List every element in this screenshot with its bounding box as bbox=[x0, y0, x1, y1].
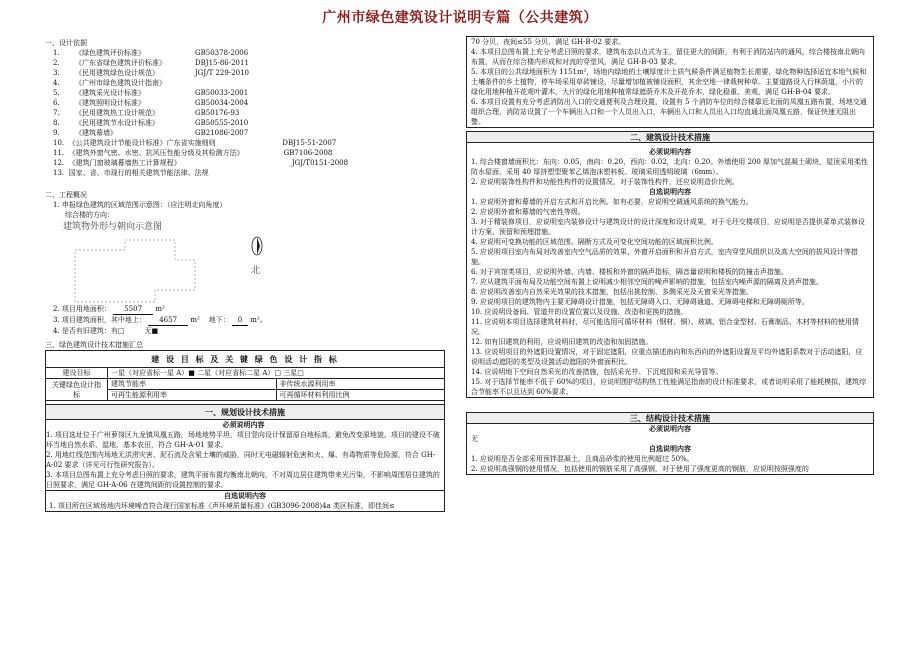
standard-name: 《绿色建筑评价标准》 bbox=[75, 49, 145, 57]
standard-name: 《广州市绿色建筑设计指南》 bbox=[75, 79, 166, 87]
standard-item bbox=[45, 118, 445, 128]
standard-item bbox=[45, 68, 445, 78]
arch-required-item: 1. 综合楼窗墙面积比：东向：0.05，南向：0.20，西向：0.02，北向：0.20。外墙使用 200 厚加气混凝土砌块，屋顶采用柔性防水屋面，采用 40 厚挤塑型聚苯乙烯泡沫塑料板。玻璃采用透明玻璃（6mm）。 bbox=[471, 158, 869, 176]
standard-code: GB50378-2006 bbox=[195, 49, 249, 57]
arch-optional-item: 3. 对于精装修项目，应说明室内装修设计与建筑设计的设计深度和设计成果，对于毛坯交楼项目，应说明是否提供菜单式装修设计方案、预留和预埋措施。 bbox=[471, 218, 865, 236]
standard-name: 《民用建筑节水设计标准》 bbox=[75, 119, 159, 127]
building-outline-drawing bbox=[65, 220, 365, 304]
planning-item: 4. 本项目总图布置上充分考虑日照的要求，建筑布态以点式为主，留住更大的间距，有利于消防站内的通风，综合楼按南北朝向布置，从而在综合楼内形成和对流的穿堂风，满足 GH-B-03 要求。 bbox=[471, 48, 865, 66]
standard-name: 《广东省绿色建筑评价标准》 bbox=[75, 59, 166, 67]
building-sketch bbox=[65, 220, 445, 304]
planning-continued bbox=[467, 37, 874, 128]
standard-item-long: 10. 《公共建筑设计节能设计标准》广东省实施细则 DBJ15-51-2007 bbox=[53, 139, 337, 147]
arch-required-head: 必须说明内容 bbox=[649, 147, 691, 156]
struct-required-head: 必须说明内容 bbox=[649, 424, 691, 433]
arch-optional-item: 11. 应说明本项目选择建筑材料时，尽可能选用可循环材料（钢材、铜）、玻璃、铝合金型材、石膏制品、木材等材料的使用情况。 bbox=[471, 318, 859, 336]
old-building-no: 无■ bbox=[144, 327, 159, 335]
standard-code: DBJ15-86-2011 bbox=[195, 59, 249, 67]
standard-name: 《建筑照明设计标准》 bbox=[75, 99, 145, 107]
north-label: 北 bbox=[251, 266, 261, 276]
arch-optional-item: 15. 对于选择节能率不低于 60%的项目，应说明围护结构热工性能满足指南的设计标准要求，或者说明采用了能耗模拟，建筑综合节能率不以且达到 60%要求。 bbox=[471, 378, 867, 396]
standard-name: 《建筑幕墙》 bbox=[75, 129, 117, 137]
standard-n: 8. bbox=[53, 119, 60, 127]
arch-optional-item: 7. 应从建筑平面布局及功能空间布置上说明减少相邻空间的噪声影响的措施，包括室内噪声源的隔离及消声措施。 bbox=[471, 278, 823, 286]
goal-value: 一星（对应省标一星 A）■ 二星（对应省标二星 A）□ 三星□ bbox=[108, 368, 445, 379]
above-ground-unit: m² bbox=[190, 316, 200, 324]
standard-code: GB50034-2004 bbox=[195, 99, 249, 107]
struct-optional-item: 1. 应说明是否全部采用预拌混凝土，且商品砂浆的使用比例超过 50%。 bbox=[471, 455, 694, 463]
planning-item: 70 分贝，夜间≤55 分贝，满足 GH-B-02 要求。 bbox=[471, 38, 626, 46]
sketch-caption: 建筑物外形与朝向示意图 bbox=[63, 222, 163, 232]
standard-item bbox=[45, 108, 445, 118]
struct-optional-item: 2. 应说明高强钢的使用情况，包括使用的钢筋采用了高强钢，对于使用了强度更高的钢筋，应说明按照强度的 bbox=[471, 465, 809, 473]
arch-optional-item: 1. 应说明外窗和幕墙的开启方式和开启比例。如有必要，应说明空调通风系统的换气能力。 bbox=[471, 198, 753, 206]
building-area-label: 3. 项目建筑面积，其中地上： bbox=[53, 316, 146, 324]
standard-item-long: 12. 《建筑门窗玻璃幕墙热工计算规程》 JGJ/T0151-2008 bbox=[53, 159, 349, 167]
arch-optional-list bbox=[471, 197, 869, 397]
standards-long-list bbox=[45, 138, 445, 178]
land-area-label: 2. 项目用地面积： bbox=[53, 305, 111, 313]
above-ground-area: 4657 bbox=[148, 315, 188, 326]
struct-optional-head: 自选说明内容 bbox=[649, 444, 691, 453]
section-overview-title: 二、工程概况 bbox=[45, 191, 87, 199]
standard-item bbox=[45, 48, 445, 58]
standard-n: 9. bbox=[53, 129, 60, 137]
north-arrow-icon bbox=[252, 237, 262, 255]
standard-name: 《民用建筑热工设计规范》 bbox=[75, 109, 159, 117]
key-cell: 可再循环材料利用比例 bbox=[276, 390, 445, 401]
arch-required-item: 2. 应说明装饰性构件和功能性构件的设置情况，对于装饰性构件，还应说明造价比例。 bbox=[471, 178, 739, 186]
standard-n: 7. bbox=[53, 109, 60, 117]
arch-optional-item: 9. 应说明项目的建筑物内主要无障碍设计措施，包括无障碍入口、无障碍通道、无障碍电梯和无障碍厕所等。 bbox=[471, 298, 809, 306]
page-title: 广州市绿色建筑设计说明专篇（公共建筑） bbox=[322, 10, 598, 26]
arch-optional-item: 10. 应说明设备间、管道井的设置位置以及设施、改造和更换的措施。 bbox=[471, 308, 688, 316]
standard-code: GB21086-2007 bbox=[195, 129, 249, 137]
standard-item bbox=[45, 78, 445, 88]
plan-required-item: 1. 项目选址位于广州萝岗区九龙镇凤凰五路，场地地势平坦，项目竖向设计保留原自地标高，避免改变原地貌。项目的建设不破坏当地自然水系、湿地、基本农田，符合 GH-A-01 要求。 bbox=[46, 431, 440, 449]
plan-required-item: 3. 本项目总图布置上充分考虑日照的要求，建筑平面布置均衡南北朝向，不对周边居住建筑带来光污染，不影响周围居住建筑的日照要求，满足 GH-A-06 在建筑间距的设置控制的要求。 bbox=[46, 471, 440, 489]
arch-optional-head: 自选说明内容 bbox=[649, 187, 691, 196]
old-building-label: 4. 是否有旧建筑：有□ bbox=[53, 327, 125, 335]
key-cell: 可再生能源利用率 bbox=[108, 390, 277, 401]
below-ground-label: 地下： bbox=[208, 316, 230, 324]
land-area-value: 5507 bbox=[113, 304, 153, 315]
right-column bbox=[466, 36, 874, 475]
standard-n: 4. bbox=[53, 79, 60, 87]
standard-n: 2. bbox=[53, 59, 60, 67]
standard-item-long: 11. 《建筑外窗气密、水密、抗风压性能分级及其检测方法》 GB7106-2008 bbox=[53, 149, 333, 157]
standard-code: GB50555-2010 bbox=[195, 119, 249, 127]
plan-measures-head: 一、规划设计技术措施 bbox=[46, 405, 445, 420]
left-column bbox=[45, 38, 445, 512]
standard-item-long: 13. 国家、省、市现行的相关建筑节能法律、法规 bbox=[53, 169, 209, 177]
arch-optional-item: 13. 应说明项目的外遮阳设置情况，对于固定遮阳，应重点描述南向和东西向的外遮阳设置及平均外遮阳系数对于活动遮阳，应说明活动遮阳的类型及设置活动遮阳的外窗面积比。 bbox=[471, 348, 863, 366]
plan-required-item: 2. 用地红线范围内场地无洪涝灾害、泥石流及含氡土壤的威胁，同时无电磁辐射危害和火、爆、有毒物质等危险源，符合 GH-A-02 要求（详见可行性研究报告）。 bbox=[46, 451, 436, 469]
standard-name: 《民用建筑绿色设计规范》 bbox=[75, 69, 159, 77]
struct-optional-list bbox=[471, 454, 869, 474]
arch-optional-item: 8. 应说明改善室内自然采光效果的技术措施，包括出挑控制、多侧采光及天窗采光等措施。 bbox=[471, 288, 753, 296]
standard-item bbox=[45, 58, 445, 68]
struct-measures-head: 三、结构设计技术措施 bbox=[467, 413, 874, 424]
land-area-unit: m² bbox=[155, 305, 165, 313]
key-cell: 非传统水源利用率 bbox=[276, 379, 445, 390]
standard-item bbox=[45, 88, 445, 98]
section-basis-title: 一、设计依据 bbox=[45, 39, 87, 47]
standard-code: JGJ/T 229-2010 bbox=[195, 69, 249, 77]
below-ground-unit: m²。 bbox=[250, 316, 267, 324]
orientation-label: 综合楼的方向： bbox=[65, 211, 114, 219]
standard-name: 《建筑采光设计标准》 bbox=[75, 89, 145, 97]
arch-optional-item: 6. 对于宾馆类项目，应说明外墙、内墙、楼板和外窗的隔声指标，隔音量说明和楼板的防撞击声措施。 bbox=[471, 268, 788, 276]
standards-list bbox=[45, 48, 445, 138]
struct-required-text: 无 bbox=[471, 435, 478, 443]
goal-label: 建设目标 bbox=[46, 368, 108, 379]
green-indicators-table bbox=[45, 350, 445, 512]
table-title: 建 设 目 标 及 关 键 绿 色 设 计 指 标 bbox=[46, 351, 445, 368]
standard-n: 3. bbox=[53, 69, 60, 77]
plan-optional-head: 自选说明内容 bbox=[224, 491, 266, 500]
standard-item bbox=[45, 98, 445, 108]
arch-optional-item: 2. 应说明外窗和幕墙的气密性等级。 bbox=[471, 208, 585, 216]
standard-n: 6. bbox=[53, 99, 60, 107]
standard-code bbox=[195, 78, 445, 88]
site-range-label: 1. 申报绿色建筑的区域范围示意图：（应注明北向角度） bbox=[53, 201, 227, 209]
standard-n: 5. bbox=[53, 89, 60, 97]
plan-optional-text: 1. 项目所在区域场地内环境噪音符合现行国家标准《声环境质量标准》(GB3096-2008)4a 类区标准，即佳间≤ bbox=[49, 502, 395, 510]
standard-code: GB50176-93 bbox=[195, 109, 240, 117]
section-summary-title: 三、绿色建筑设计技术措施汇总 bbox=[45, 341, 143, 349]
standard-item bbox=[45, 128, 445, 138]
arch-optional-item: 4. 应说明可变换功能的区域范围、隔断方式及可变化空间功能的区域面积比例。 bbox=[471, 238, 718, 246]
below-ground-area: 0 bbox=[232, 315, 248, 326]
arch-measures-head: 二、建筑设计技术措施 bbox=[467, 132, 874, 143]
arch-required-list bbox=[471, 157, 869, 187]
planning-item: 5. 本项目的公共绿地面积为 1151m²，场地内绿地的土壤厚度计土质气候条件满足植物生长需要，绿化物种选择适宜本地气候和土壤条件的乡土植物，停车场采用草砖铺设，尽量增加植被铺设面积，其余空地一律栽树种草。主要道路设入行林荫道，小片的绿化用地种植开花观叶灌木，大片的绿化用地种植常绿遮荫乔木及开花乔木，绿化稳重、美观，满足 GH-B-04 要求。 bbox=[471, 68, 867, 96]
standard-code: GB50033-2001 bbox=[195, 89, 249, 97]
measures-table bbox=[466, 36, 874, 475]
planning-item: 6. 本项目设置有充分考虑消防出入口的交通便利及合理设置，设置有 5 个消防车位的综合楼靠近北面的凤凰五路布置，场地交通组织合理，消防站设置了一个车辆出入口和一个人员出入口，车辆出入口和人员出入口均直通北面凤凰五路，保证快速无阻出警。 bbox=[471, 98, 867, 126]
arch-optional-item: 14. 应说明地下空间自然采光的改善措施，包括采光井、下沉庭园和采光导管等。 bbox=[471, 368, 723, 376]
arch-optional-item: 12. 如有旧建筑的利用，应说明旧建筑的改造和加固措施。 bbox=[471, 338, 653, 346]
plan-required-head: 必须说明内容 bbox=[222, 420, 265, 429]
key-cell: 建筑节能率 bbox=[108, 379, 277, 390]
standard-n: 1. bbox=[53, 49, 60, 57]
plan-required-list bbox=[46, 430, 441, 490]
key-indicator-label: 关键绿色设计指标 bbox=[46, 379, 108, 401]
arch-optional-item: 5. 应说明项目室内布局对改善室内空气品质的效果、外窗开启面积和开启方式，室内穿堂风组织以及高大空间的拔风设计等措施。 bbox=[471, 248, 858, 266]
